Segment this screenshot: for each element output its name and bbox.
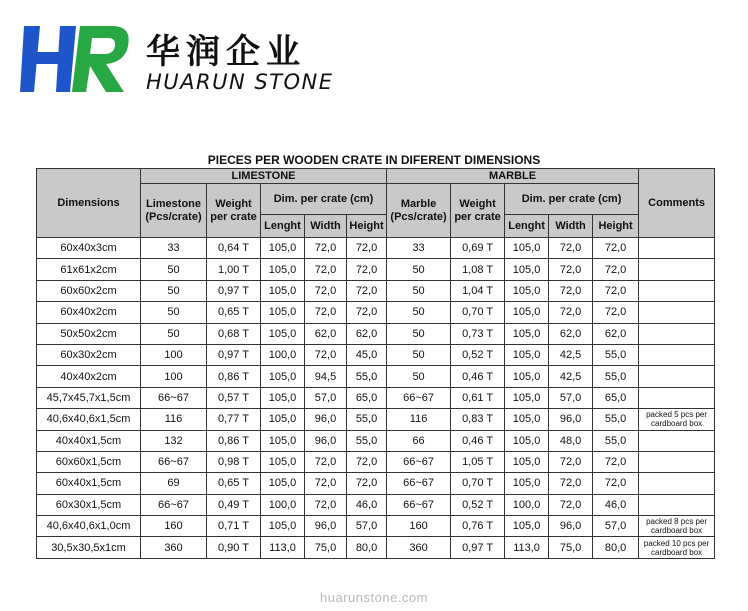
- cell-marble-weight: 0,52 T: [451, 344, 505, 365]
- cell-dimensions: 50x50x2cm: [37, 323, 141, 344]
- table-title: PIECES PER WOODEN CRATE IN DIFERENT DIMENSIONS: [207, 153, 541, 167]
- cell-marble-pcs: 160: [387, 516, 451, 537]
- cell-marble-pcs: 33: [387, 238, 451, 259]
- cell-limestone-width: 75,0: [305, 537, 347, 558]
- header-limestone-weight: Weight per crate: [207, 184, 261, 238]
- cell-limestone-width: 72,0: [305, 280, 347, 301]
- cell-marble-lenght: 113,0: [505, 537, 549, 558]
- cell-limestone-height: 72,0: [347, 451, 387, 472]
- cell-marble-pcs: 66~67: [387, 473, 451, 494]
- cell-marble-weight: 0,52 T: [451, 494, 505, 515]
- cell-limestone-lenght: 105,0: [261, 323, 305, 344]
- cell-dimensions: 60x60x2cm: [37, 280, 141, 301]
- cell-marble-height: 55,0: [593, 344, 639, 365]
- cell-limestone-lenght: 105,0: [261, 451, 305, 472]
- header-marble-dim: Dim. per crate (cm): [505, 184, 639, 215]
- cell-limestone-weight: 0,68 T: [207, 323, 261, 344]
- header-dimensions: Dimensions: [37, 169, 141, 238]
- cell-comments: [639, 280, 715, 301]
- cell-marble-height: 55,0: [593, 409, 639, 430]
- cell-limestone-pcs: 132: [141, 430, 207, 451]
- cell-marble-width: 96,0: [549, 409, 593, 430]
- cell-marble-width: 48,0: [549, 430, 593, 451]
- cell-limestone-width: 72,0: [305, 451, 347, 472]
- cell-marble-width: 72,0: [549, 494, 593, 515]
- cell-limestone-lenght: 105,0: [261, 259, 305, 280]
- header-limestone-width: Width: [305, 215, 347, 238]
- cell-limestone-pcs: 100: [141, 366, 207, 387]
- cell-marble-pcs: 50: [387, 302, 451, 323]
- cell-marble-pcs: 66~67: [387, 387, 451, 408]
- cell-limestone-width: 57,0: [305, 387, 347, 408]
- cell-marble-pcs: 66~67: [387, 494, 451, 515]
- cell-marble-height: 72,0: [593, 259, 639, 280]
- cell-limestone-height: 72,0: [347, 259, 387, 280]
- cell-limestone-weight: 0,98 T: [207, 451, 261, 472]
- cell-limestone-width: 96,0: [305, 516, 347, 537]
- cell-marble-weight: 0,70 T: [451, 302, 505, 323]
- cell-limestone-height: 55,0: [347, 366, 387, 387]
- cell-dimensions: 61x61x2cm: [37, 259, 141, 280]
- table-row: [37, 280, 715, 301]
- table-row: [37, 537, 715, 558]
- cell-limestone-pcs: 360: [141, 537, 207, 558]
- brand-chinese-name: 华润企业: [146, 32, 306, 72]
- cell-limestone-height: 72,0: [347, 238, 387, 259]
- cell-marble-lenght: 105,0: [505, 473, 549, 494]
- cell-limestone-height: 45,0: [347, 344, 387, 365]
- cell-limestone-pcs: 160: [141, 516, 207, 537]
- cell-limestone-height: 46,0: [347, 494, 387, 515]
- cell-limestone-weight: 0,49 T: [207, 494, 261, 515]
- cell-limestone-weight: 0,65 T: [207, 473, 261, 494]
- cell-comments: [639, 473, 715, 494]
- cell-marble-weight: 1,08 T: [451, 259, 505, 280]
- cell-limestone-width: 72,0: [305, 302, 347, 323]
- cell-marble-height: 65,0: [593, 387, 639, 408]
- footer-url: huarunstone.com: [320, 590, 428, 605]
- header-marble-lenght: Lenght: [505, 215, 549, 238]
- cell-dimensions: 60x40x2cm: [37, 302, 141, 323]
- cell-marble-height: 72,0: [593, 280, 639, 301]
- cell-marble-width: 72,0: [549, 259, 593, 280]
- cell-limestone-height: 72,0: [347, 473, 387, 494]
- cell-limestone-width: 72,0: [305, 494, 347, 515]
- header-marble-height: Height: [593, 215, 639, 238]
- cell-marble-height: 72,0: [593, 473, 639, 494]
- table-row: [37, 494, 715, 515]
- cell-limestone-pcs: 50: [141, 259, 207, 280]
- header-group-marble: MARBLE: [387, 169, 639, 184]
- cell-marble-width: 42,5: [549, 344, 593, 365]
- cell-marble-width: 75,0: [549, 537, 593, 558]
- cell-limestone-lenght: 105,0: [261, 238, 305, 259]
- cell-marble-pcs: 50: [387, 323, 451, 344]
- header-limestone-height: Height: [347, 215, 387, 238]
- cell-limestone-height: 55,0: [347, 430, 387, 451]
- cell-comments: [639, 302, 715, 323]
- cell-marble-width: 72,0: [549, 238, 593, 259]
- header-limestone-lenght: Lenght: [261, 215, 305, 238]
- cell-limestone-weight: 1,00 T: [207, 259, 261, 280]
- cell-dimensions: 60x30x1,5cm: [37, 494, 141, 515]
- cell-limestone-height: 55,0: [347, 409, 387, 430]
- cell-limestone-lenght: 105,0: [261, 387, 305, 408]
- cell-limestone-pcs: 69: [141, 473, 207, 494]
- table-row: [37, 516, 715, 537]
- cell-limestone-height: 72,0: [347, 302, 387, 323]
- cell-dimensions: 30,5x30,5x1cm: [37, 537, 141, 558]
- cell-limestone-lenght: 105,0: [261, 409, 305, 430]
- cell-limestone-weight: 0,57 T: [207, 387, 261, 408]
- cell-dimensions: 40x40x2cm: [37, 366, 141, 387]
- cell-marble-weight: 0,70 T: [451, 473, 505, 494]
- cell-limestone-lenght: 105,0: [261, 473, 305, 494]
- table-row: [37, 409, 715, 430]
- cell-marble-pcs: 50: [387, 366, 451, 387]
- cell-marble-width: 72,0: [549, 451, 593, 472]
- cell-limestone-pcs: 50: [141, 323, 207, 344]
- crate-dimensions-table: [36, 168, 715, 559]
- cell-limestone-height: 72,0: [347, 280, 387, 301]
- cell-limestone-height: 62,0: [347, 323, 387, 344]
- cell-marble-weight: 1,05 T: [451, 451, 505, 472]
- cell-marble-lenght: 105,0: [505, 238, 549, 259]
- cell-limestone-width: 72,0: [305, 344, 347, 365]
- cell-limestone-weight: 0,97 T: [207, 344, 261, 365]
- cell-limestone-weight: 0,86 T: [207, 366, 261, 387]
- cell-dimensions: 60x40x3cm: [37, 238, 141, 259]
- brand-english-name: HUARUN STONE: [146, 70, 334, 94]
- cell-dimensions: 40,6x40,6x1,0cm: [37, 516, 141, 537]
- cell-dimensions: 40x40x1,5cm: [37, 430, 141, 451]
- cell-limestone-lenght: 105,0: [261, 430, 305, 451]
- table-row: [37, 387, 715, 408]
- cell-dimensions: 40,6x40,6x1,5cm: [37, 409, 141, 430]
- cell-marble-height: 72,0: [593, 302, 639, 323]
- cell-limestone-pcs: 50: [141, 280, 207, 301]
- cell-limestone-lenght: 105,0: [261, 516, 305, 537]
- cell-limestone-width: 94,5: [305, 366, 347, 387]
- cell-marble-pcs: 66~67: [387, 451, 451, 472]
- cell-comments: packed 10 pcs per cardboard box: [639, 537, 715, 558]
- cell-dimensions: 60x40x1,5cm: [37, 473, 141, 494]
- cell-marble-pcs: 66: [387, 430, 451, 451]
- table-row: [37, 430, 715, 451]
- cell-limestone-weight: 0,65 T: [207, 302, 261, 323]
- table-body: [37, 238, 715, 559]
- cell-limestone-lenght: 105,0: [261, 366, 305, 387]
- cell-marble-lenght: 105,0: [505, 366, 549, 387]
- cell-comments: [639, 238, 715, 259]
- cell-limestone-weight: 0,64 T: [207, 238, 261, 259]
- cell-marble-lenght: 105,0: [505, 302, 549, 323]
- cell-marble-width: 57,0: [549, 387, 593, 408]
- cell-limestone-pcs: 116: [141, 409, 207, 430]
- cell-marble-pcs: 360: [387, 537, 451, 558]
- table-row: [37, 451, 715, 472]
- cell-limestone-lenght: 100,0: [261, 344, 305, 365]
- cell-marble-lenght: 105,0: [505, 387, 549, 408]
- cell-marble-weight: 1,04 T: [451, 280, 505, 301]
- cell-marble-width: 72,0: [549, 473, 593, 494]
- cell-marble-lenght: 105,0: [505, 344, 549, 365]
- cell-limestone-pcs: 33: [141, 238, 207, 259]
- cell-limestone-lenght: 100,0: [261, 494, 305, 515]
- cell-limestone-height: 57,0: [347, 516, 387, 537]
- header-marble-width: Width: [549, 215, 593, 238]
- cell-limestone-width: 96,0: [305, 409, 347, 430]
- cell-marble-lenght: 100,0: [505, 494, 549, 515]
- cell-marble-height: 57,0: [593, 516, 639, 537]
- cell-marble-lenght: 105,0: [505, 280, 549, 301]
- cell-marble-height: 55,0: [593, 366, 639, 387]
- cell-comments: [639, 494, 715, 515]
- cell-comments: [639, 451, 715, 472]
- header-limestone-pcs: Limestone (Pcs/crate): [141, 184, 207, 238]
- cell-limestone-width: 72,0: [305, 259, 347, 280]
- cell-marble-width: 72,0: [549, 280, 593, 301]
- cell-limestone-weight: 0,90 T: [207, 537, 261, 558]
- cell-limestone-width: 62,0: [305, 323, 347, 344]
- cell-limestone-width: 96,0: [305, 430, 347, 451]
- header-comments: Comments: [639, 169, 715, 238]
- cell-limestone-height: 80,0: [347, 537, 387, 558]
- cell-limestone-pcs: 66~67: [141, 494, 207, 515]
- cell-marble-width: 62,0: [549, 323, 593, 344]
- cell-comments: [639, 366, 715, 387]
- cell-marble-lenght: 105,0: [505, 323, 549, 344]
- cell-marble-lenght: 105,0: [505, 516, 549, 537]
- cell-marble-weight: 0,83 T: [451, 409, 505, 430]
- cell-marble-lenght: 105,0: [505, 409, 549, 430]
- cell-limestone-lenght: 105,0: [261, 280, 305, 301]
- cell-limestone-pcs: 66~67: [141, 387, 207, 408]
- table-row: [37, 366, 715, 387]
- cell-marble-lenght: 105,0: [505, 259, 549, 280]
- table-row: [37, 259, 715, 280]
- cell-dimensions: 45,7x45,7x1,5cm: [37, 387, 141, 408]
- table-row: [37, 238, 715, 259]
- header-marble-weight: Weight per crate: [451, 184, 505, 238]
- cell-comments: [639, 344, 715, 365]
- cell-marble-weight: 0,76 T: [451, 516, 505, 537]
- cell-comments: [639, 323, 715, 344]
- cell-limestone-width: 72,0: [305, 238, 347, 259]
- cell-comments: packed 5 pcs per cardboard box: [639, 409, 715, 430]
- cell-marble-height: 80,0: [593, 537, 639, 558]
- cell-marble-weight: 0,73 T: [451, 323, 505, 344]
- table-row: [37, 323, 715, 344]
- cell-marble-weight: 0,46 T: [451, 366, 505, 387]
- cell-marble-weight: 0,97 T: [451, 537, 505, 558]
- cell-marble-pcs: 50: [387, 280, 451, 301]
- cell-marble-height: 55,0: [593, 430, 639, 451]
- cell-marble-pcs: 50: [387, 344, 451, 365]
- cell-dimensions: 60x30x2cm: [37, 344, 141, 365]
- cell-limestone-height: 65,0: [347, 387, 387, 408]
- cell-marble-height: 46,0: [593, 494, 639, 515]
- cell-marble-weight: 0,61 T: [451, 387, 505, 408]
- cell-marble-width: 72,0: [549, 302, 593, 323]
- cell-comments: [639, 430, 715, 451]
- cell-dimensions: 60x60x1,5cm: [37, 451, 141, 472]
- cell-limestone-lenght: 105,0: [261, 302, 305, 323]
- table-row: [37, 302, 715, 323]
- cell-limestone-weight: 0,86 T: [207, 430, 261, 451]
- table-row: [37, 473, 715, 494]
- cell-marble-width: 42,5: [549, 366, 593, 387]
- brand-logo: [20, 18, 334, 98]
- cell-limestone-lenght: 113,0: [261, 537, 305, 558]
- cell-marble-weight: 0,46 T: [451, 430, 505, 451]
- cell-limestone-weight: 0,71 T: [207, 516, 261, 537]
- cell-limestone-weight: 0,77 T: [207, 409, 261, 430]
- cell-marble-pcs: 50: [387, 259, 451, 280]
- table-row: [37, 344, 715, 365]
- cell-limestone-width: 72,0: [305, 473, 347, 494]
- cell-marble-width: 96,0: [549, 516, 593, 537]
- cell-marble-height: 72,0: [593, 451, 639, 472]
- cell-marble-pcs: 116: [387, 409, 451, 430]
- cell-marble-lenght: 105,0: [505, 430, 549, 451]
- cell-comments: [639, 259, 715, 280]
- hr-logo-mark-icon: [20, 24, 132, 94]
- cell-limestone-weight: 0,97 T: [207, 280, 261, 301]
- header-limestone-dim: Dim. per crate (cm): [261, 184, 387, 215]
- cell-marble-height: 72,0: [593, 238, 639, 259]
- cell-marble-weight: 0,69 T: [451, 238, 505, 259]
- header-group-limestone: LIMESTONE: [141, 169, 387, 184]
- cell-limestone-pcs: 50: [141, 302, 207, 323]
- header-marble-pcs: Marble (Pcs/crate): [387, 184, 451, 238]
- cell-comments: [639, 387, 715, 408]
- cell-marble-lenght: 105,0: [505, 451, 549, 472]
- cell-limestone-pcs: 66~67: [141, 451, 207, 472]
- cell-limestone-pcs: 100: [141, 344, 207, 365]
- cell-marble-height: 62,0: [593, 323, 639, 344]
- cell-comments: packed 8 pcs per cardboard box: [639, 516, 715, 537]
